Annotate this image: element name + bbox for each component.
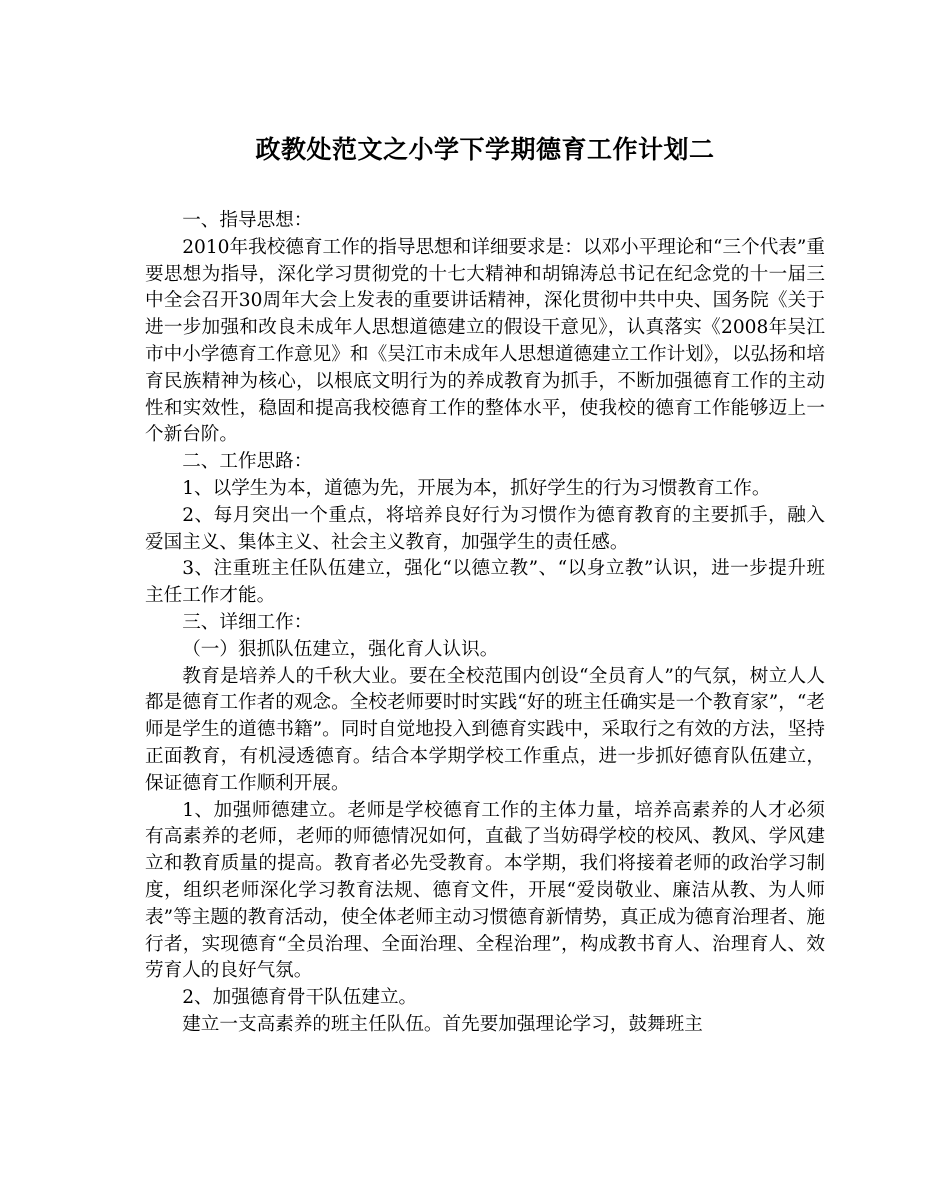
subsection-heading: 2、加强德育骨干队伍建立。	[182, 987, 418, 1009]
body-paragraph: 1、加强师德建立。老师是学校德育工作的主体力量，培养高素养的人才必须有高素养的老师，老师的师德情况如何，直截了当妨碍学校的校风、教风、学风建立和教育质量的提高。教育者必先受教育。本学期，我们将接着老师的政治学习制度，组织老师深化学习教育法规、德育文件，开展“爱岗敬业、廉洁从教、为人师表”等主题的教育活动，使全体老师主动习惯德育新情势，真正成为德育治理者、施行者，实现德育“全员治理、全面治理、全程治理”，构成教书育人、治理育人、效劳育人的良好气氛。	[145, 799, 825, 982]
list-item: 2、每月突出一个重点，将培养良好行为习惯作为德育教育的主要抓手，融入爱国主义、集体主义、社会主义教育，加强学生的责任感。	[145, 504, 825, 553]
section-heading-guiding-ideology: 一、指导思想：	[182, 210, 313, 231]
section-heading-detailed-work: 三、详细工作：	[182, 611, 313, 633]
document-title: 政教处范文之小学下学期德育工作计划二	[255, 135, 715, 164]
section-heading-work-approach: 二、工作思路：	[182, 451, 313, 473]
subsection-heading: （一）狠抓队伍建立，强化育人认识。	[182, 638, 499, 660]
body-paragraph: 教育是培养人的千秋大业。要在全校范围内创设“全员育人”的气氛，树立人人都是德育工作者的观念。全校老师要时时实践“好的班主任确实是一个教育家”，“老师是学生的道德书籍”。同时自觉地投入到德育实践中，采取行之有效的方法，坚持正面教育，有机浸透德育。结合本学期学校工作重点，进一步抓好德育队伍建立，保证德育工作顺利开展。	[145, 665, 825, 794]
body-paragraph: 2010年我校德育工作的指导思想和详细要求是：以邓小平理论和“三个代表”重要思想为指导，深化学习贯彻党的十七大精神和胡锦涛总书记在纪念党的十一届三中全会召开30周年大会上发表的重要讲话精神，深化贯彻中共中央、国务院《关于进一步加强和改良未成年人思想道德建立的假设干意见》，认真落实《2008年吴江市中小学德育工作意见》和《吴江市未成年人思想道德建立工作计划》，以弘扬和培育民族精神为核心，以根底文明行为的养成教育为抓手，不断加强德育工作的主动性和实效性，稳固和提高我校德育工作的整体水平，使我校的德育工作能够迈上一个新台阶。	[145, 236, 825, 446]
document-body	[145, 208, 825, 1039]
list-item: 1、以学生为本，道德为先，开展为本，抓好学生的行为习惯教育工作。	[182, 477, 771, 499]
list-item: 3、注重班主任队伍建立，强化“以德立教”、“以身立教”认识，进一步提升班主任工作才能。	[145, 558, 825, 607]
body-paragraph: 建立一支高素养的班主任队伍。首先要加强理论学习，鼓舞班主	[182, 1013, 703, 1035]
